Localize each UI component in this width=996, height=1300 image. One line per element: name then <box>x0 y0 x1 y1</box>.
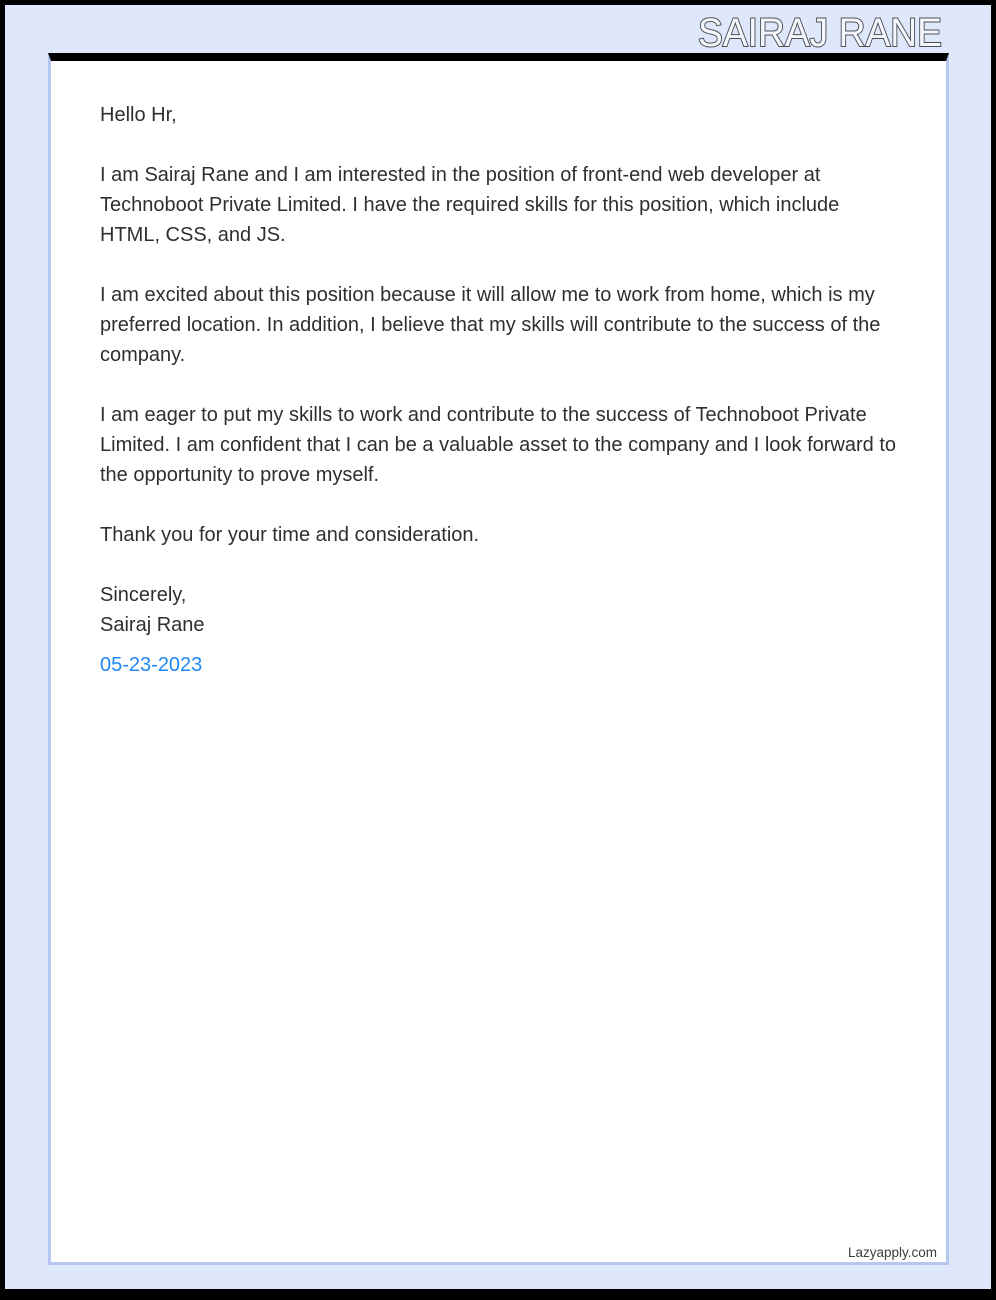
header-name-graphic <box>694 3 946 53</box>
watermark: Lazyapply.com <box>847 1245 937 1260</box>
letter-paragraph-1: I am Sairaj Rane and I am interested in the position of front-end web developer at Technoboot Private Limited. I have the required skills for this position, which include HTML, CSS, and JS. <box>100 164 840 246</box>
letter-signature: Sairaj Rane <box>100 614 205 636</box>
letter-paragraph-2: I am excited about this position because it will allow me to work from home, which is my preferred location. In addition, I believe that my skills will contribute to the success of the company. <box>100 284 881 366</box>
header-name: SAIRAJ RANE <box>698 11 942 53</box>
letter-thanks: Thank you for your time and consideration. <box>100 524 480 546</box>
letter-salutation: Hello Hr, <box>100 104 177 126</box>
letter-card <box>48 53 949 1265</box>
page-header <box>5 5 991 53</box>
signature-block <box>100 580 896 640</box>
letter-closing: Sincerely, <box>100 584 187 606</box>
letter-date: 05-23-2023 <box>100 654 203 676</box>
letter-paragraph-3: I am eager to put my skills to work and contribute to the success of Technoboot Private Limited. I am confident that I can be a valuable asset to the company and I look forward to the opportunity to prove myself. <box>100 404 897 486</box>
letter-body <box>51 61 946 680</box>
